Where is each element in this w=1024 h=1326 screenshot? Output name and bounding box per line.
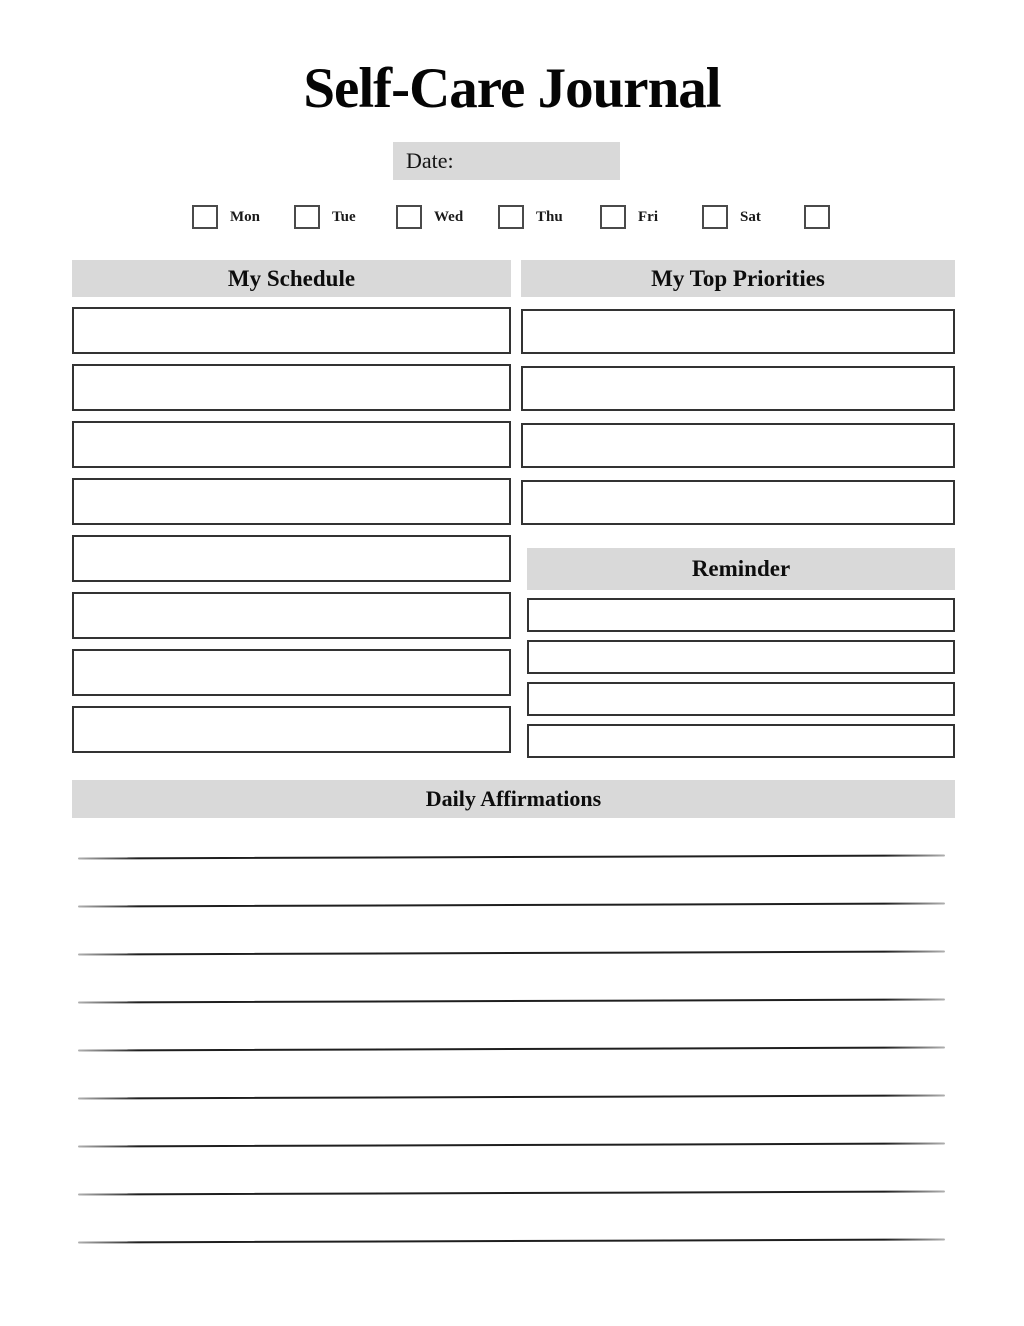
weekday-label: Thu: [536, 208, 563, 225]
priority-entry-field[interactable]: [521, 309, 955, 354]
reminder-rows: [527, 598, 955, 758]
weekday-checkbox[interactable]: [192, 205, 218, 229]
affirmation-writing-line: [78, 1190, 945, 1195]
reminder-section: [527, 548, 955, 758]
weekday-checkbox[interactable]: [600, 205, 626, 229]
weekday-checkbox[interactable]: [396, 205, 422, 229]
weekday-label: Fri: [638, 208, 658, 225]
affirmations-title: Daily Affirmations: [425, 786, 602, 811]
schedule-header: [72, 260, 511, 297]
weekday-option: [804, 205, 906, 229]
schedule-rows: [72, 307, 511, 753]
date-label: Date:: [406, 148, 454, 173]
reminder-entry-field[interactable]: [527, 724, 955, 758]
priorities-rows: [521, 309, 955, 525]
schedule-entry-field[interactable]: [72, 478, 511, 525]
schedule-entry-field[interactable]: [72, 535, 511, 582]
weekday-checkbox[interactable]: [498, 205, 524, 229]
weekday-option: [294, 205, 396, 229]
weekday-label: Mon: [230, 208, 260, 225]
schedule-entry-field[interactable]: [72, 421, 511, 468]
affirmation-writing-line: [78, 1046, 945, 1051]
weekday-option: [192, 205, 294, 229]
priorities-title: My Top Priorities: [651, 265, 825, 291]
reminder-entry-field[interactable]: [527, 598, 955, 632]
schedule-entry-field[interactable]: [72, 592, 511, 639]
priority-entry-field[interactable]: [521, 366, 955, 411]
schedule-entry-field[interactable]: [72, 307, 511, 354]
page-title: Self-Care Journal: [303, 57, 721, 120]
reminder-header: [527, 548, 955, 590]
reminder-entry-field[interactable]: [527, 640, 955, 674]
weekday-checkbox[interactable]: [702, 205, 728, 229]
priority-entry-field[interactable]: [521, 423, 955, 468]
weekday-option: [396, 205, 498, 229]
priorities-section: [521, 260, 955, 525]
weekday-label: Tue: [332, 208, 356, 225]
schedule-section: [72, 260, 511, 753]
schedule-entry-field[interactable]: [72, 706, 511, 753]
affirmation-writing-line: [78, 1142, 945, 1147]
date-field[interactable]: [393, 142, 620, 180]
schedule-entry-field[interactable]: [72, 364, 511, 411]
weekday-option: [600, 205, 702, 229]
weekday-row: [192, 203, 906, 231]
weekday-checkbox[interactable]: [804, 205, 830, 229]
affirmation-writing-line: [78, 902, 945, 907]
priority-entry-field[interactable]: [521, 480, 955, 525]
affirmation-writing-line: [78, 854, 945, 859]
affirmation-writing-line: [78, 950, 945, 955]
schedule-entry-field[interactable]: [72, 649, 511, 696]
affirmation-writing-line: [78, 1238, 945, 1243]
priorities-header: [521, 260, 955, 297]
weekday-option: [498, 205, 600, 229]
affirmations-header: [72, 780, 955, 818]
reminder-title: Reminder: [691, 556, 791, 581]
weekday-label: Sat: [740, 208, 761, 225]
affirmation-writing-line: [78, 1094, 945, 1099]
affirmations-lines: [78, 856, 945, 1288]
weekday-option: [702, 205, 804, 229]
right-column: [521, 260, 955, 758]
schedule-title: My Schedule: [227, 265, 356, 291]
weekday-label: Wed: [434, 208, 464, 225]
reminder-entry-field[interactable]: [527, 682, 955, 716]
weekday-checkbox[interactable]: [294, 205, 320, 229]
affirmation-writing-line: [78, 998, 945, 1003]
